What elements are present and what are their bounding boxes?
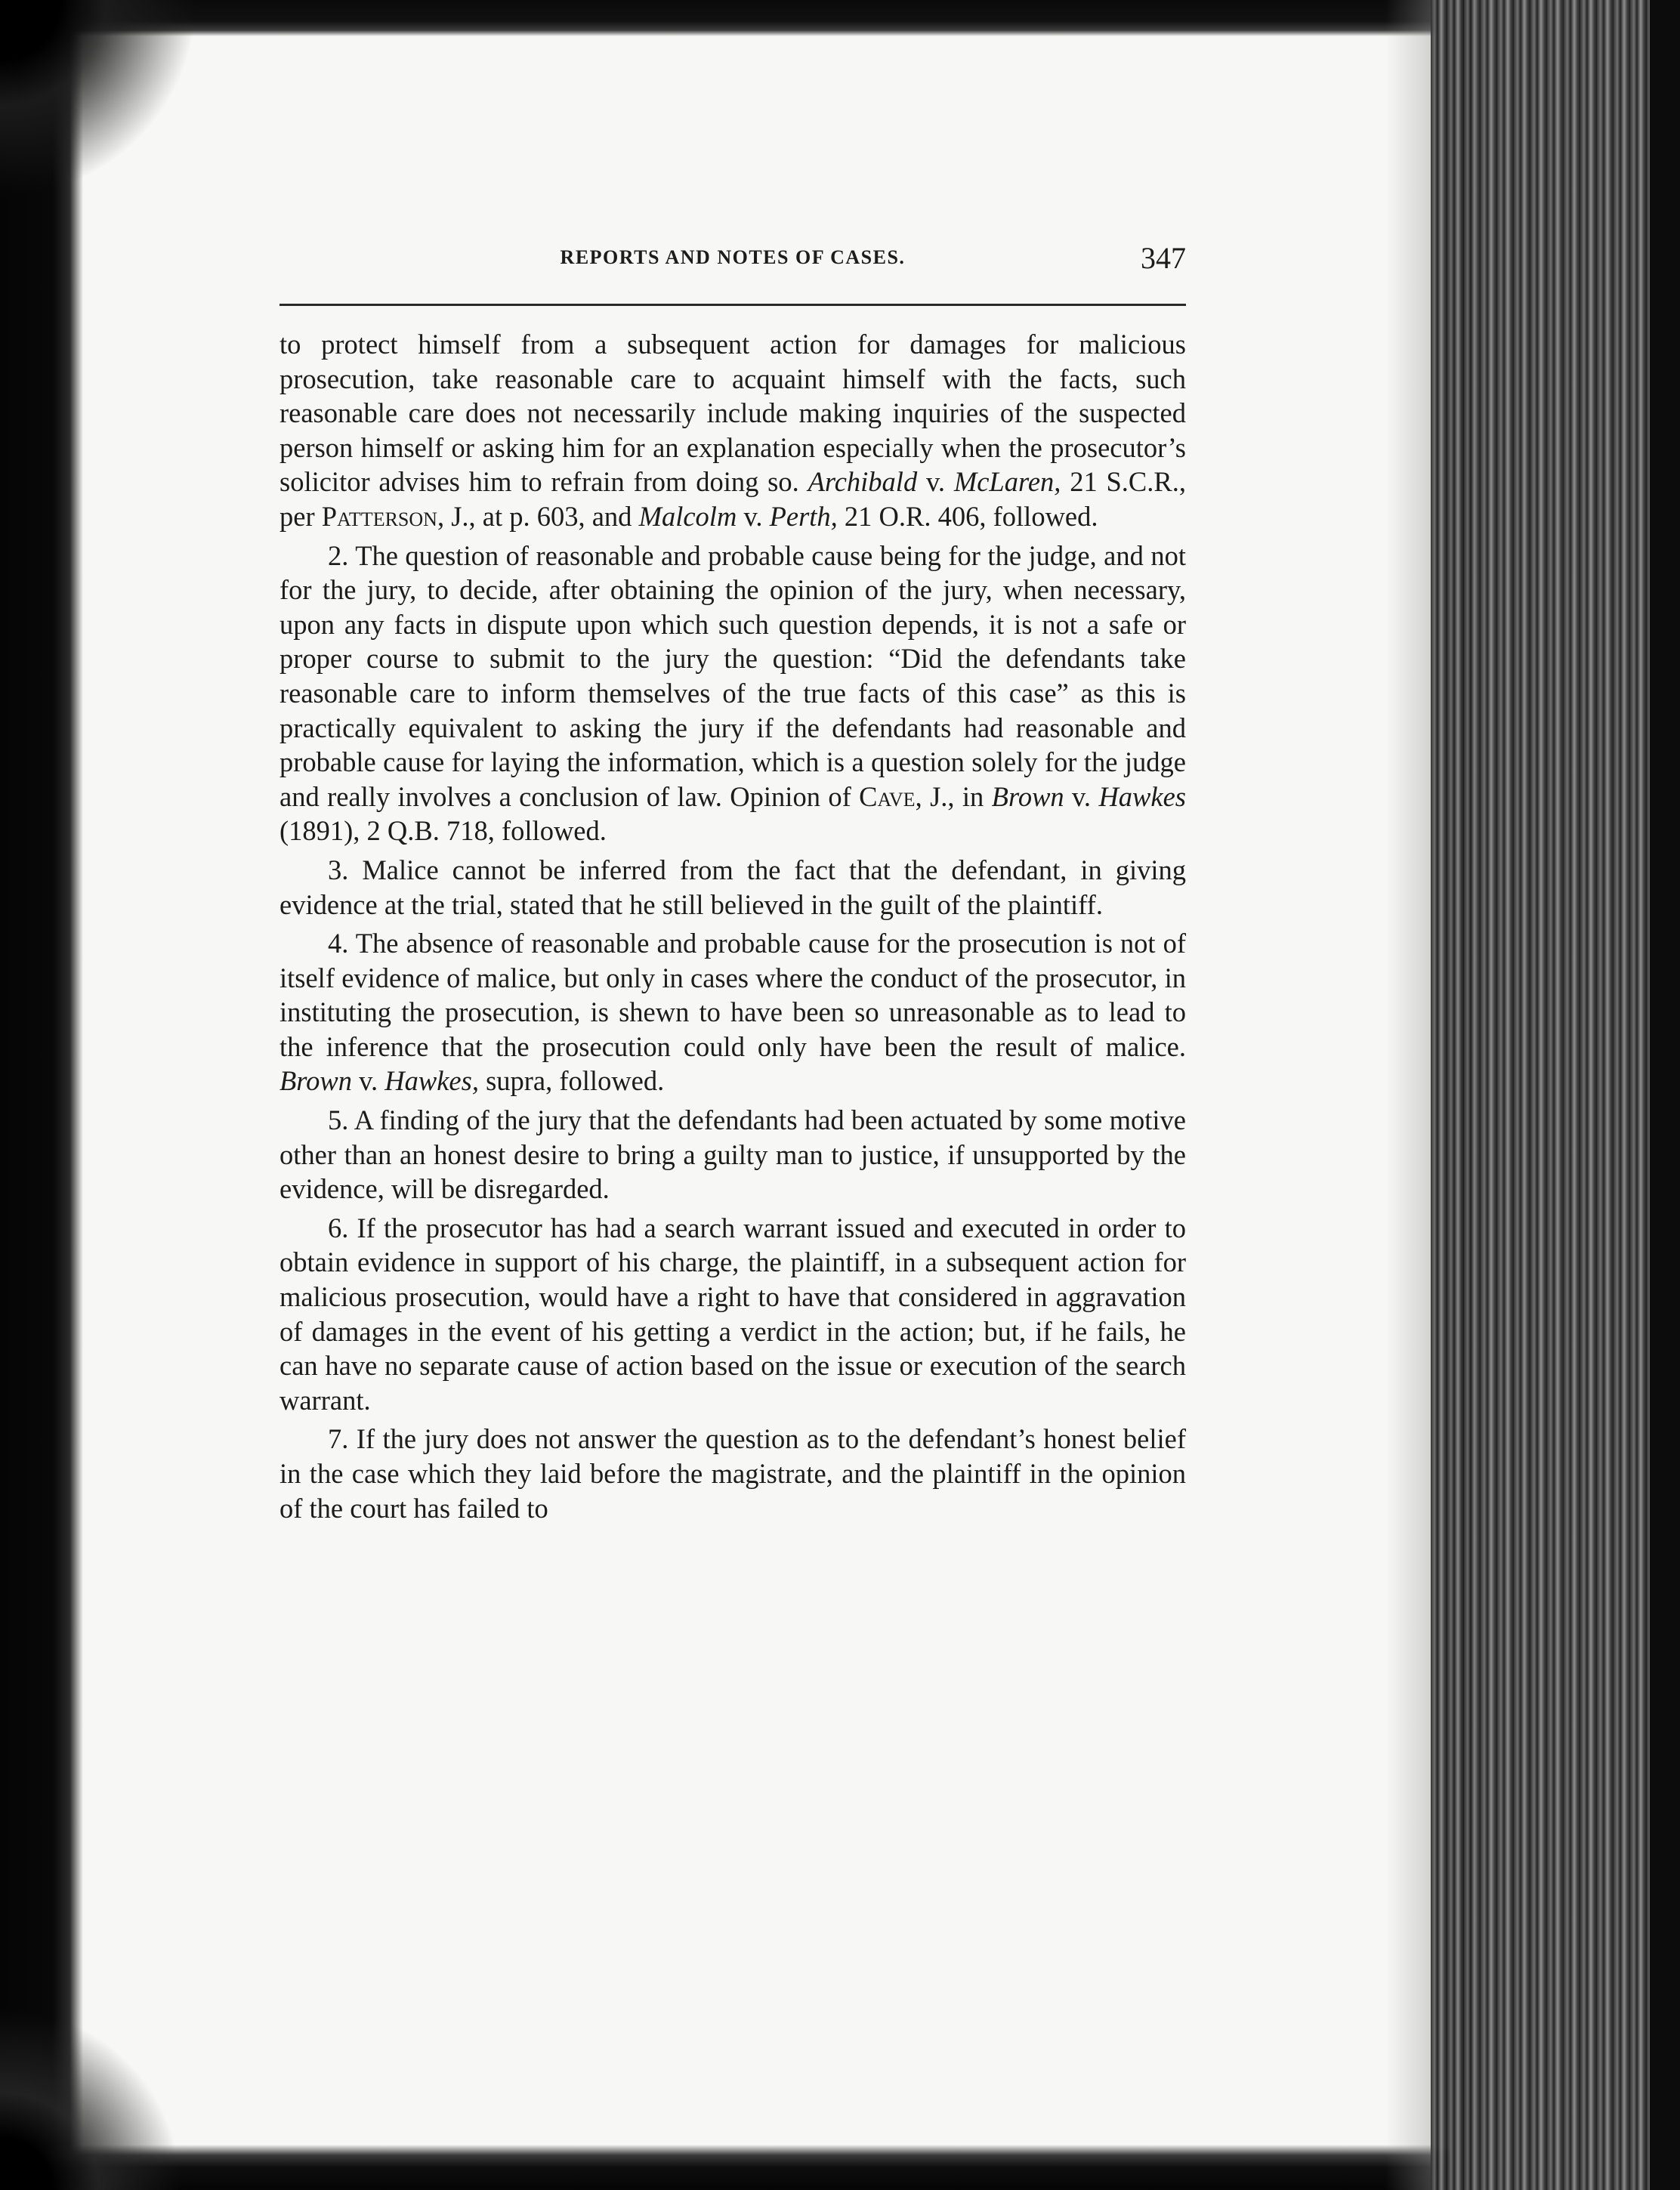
text-run: 3. Malice cannot be inferred from the fact that the defendant, in giving evidence at the trial, stated that he still believed in the guilt of the plaintiff. [279,854,1186,920]
scan-border-bottom [0,2145,1450,2190]
case-name: Brown [991,780,1064,812]
book-spine [1431,0,1680,2190]
case-name: Brown [279,1065,352,1097]
text-run: 21 O.R. 406, followed. [837,500,1098,532]
header-rule [279,304,1186,306]
text-run: 4. The absence of reasonable and probable cause for the prosecution is not of itself evidence of malice, but only in cases where the conduct of the prosecutor, in instituting the prosecution, is shewn to have been so unreasonable as to lead to the inference that the prosecution could only have been the result of malice. [279,928,1186,1062]
page-number: 347 [1141,241,1186,275]
scan-border-left [0,0,83,2190]
text-run: v. [737,500,770,532]
text-run: , J., at p. 603, and [437,500,639,532]
case-name: McLaren, [953,466,1061,498]
case-name: Hawkes [1098,780,1186,812]
scan-corner-shadow-bottom-left [0,2009,196,2190]
case-name: Malcolm [638,500,737,532]
judge-name: Patterson [321,500,437,532]
text-run: 2. The question of reasonable and probable cause being for the judge, and not for the jury, to decide, after obtaining the opinion of the jury, when necessary, upon any facts in dispute upon which such question depends, it is not a safe or proper course to submit to the jury the question: “Did the defendants take reasonable care to inform themselves of the true facts of this case” as this is practically equivalent to asking the jury if the defendants had reasonable and probable cause for laying the information, which is a question solely for the judge and really involves a conclusion of law. Opinion of [279,539,1186,812]
paragraph-7 [279,1422,1186,1525]
text-run: v. [917,466,954,498]
running-head: REPORTS AND NOTES OF CASES. [560,246,906,268]
text-run: 7. If the jury does not answer the question as to the defendant’s honest belief in the case which they laid before the magistrate, and the plaintiff in the opinion of the court has failed to [279,1423,1186,1524]
text-run: v. [352,1065,385,1097]
judge-name: Cave [859,780,916,812]
text-run: to protect himself from a subsequent action for damages for malicious prosecution, take reasonable care to acquaint himself with the facts, such reasonable care does not necessarily include making inquiries of the suspected person himself or asking him for an explanation especially when the prosecutor’s solicitor advises him to refrain from doing so. [279,329,1186,498]
paragraph-6 [279,1211,1186,1418]
paragraph-5 [279,1103,1186,1206]
text-run: supra, followed. [478,1065,665,1097]
page-header [279,240,1186,286]
case-name: Hawkes, [384,1065,479,1097]
scan-corner-shadow-top-left [0,0,196,196]
case-name: Archibald [808,466,918,498]
text-run: , J., in [915,780,992,812]
book-spine-edge [1650,0,1680,2190]
case-name: Perth, [769,500,838,532]
paragraph-continuation [279,327,1186,534]
scan-border-top [0,0,1435,36]
body-text [279,327,1186,1525]
text-run: 21 S.C.R., per [279,466,1186,532]
paragraph-4 [279,926,1186,1098]
paragraph-3 [279,853,1186,922]
text-run: (1891), 2 Q.B. 718, followed. [279,815,607,847]
text-run: v. [1064,780,1099,812]
paragraph-2 [279,539,1186,848]
text-run: 5. A finding of the jury that the defendants had been actuated by some motive other than an honest desire to bring a guilty man to justice, if unsupported by the evidence, will be disregarded. [279,1104,1186,1205]
text-run: 6. If the prosecutor has had a search warrant issued and executed in order to obtain evidence in support of his charge, the plaintiff, in a subsequent action for malicious prosecution, would have a right to have that considered in aggravation of damages in the event of his getting a verdict in the action; but, if he fails, he can have no separate cause of action based on the issue or execution of the search warrant. [279,1212,1186,1416]
book-page [279,240,1186,1530]
